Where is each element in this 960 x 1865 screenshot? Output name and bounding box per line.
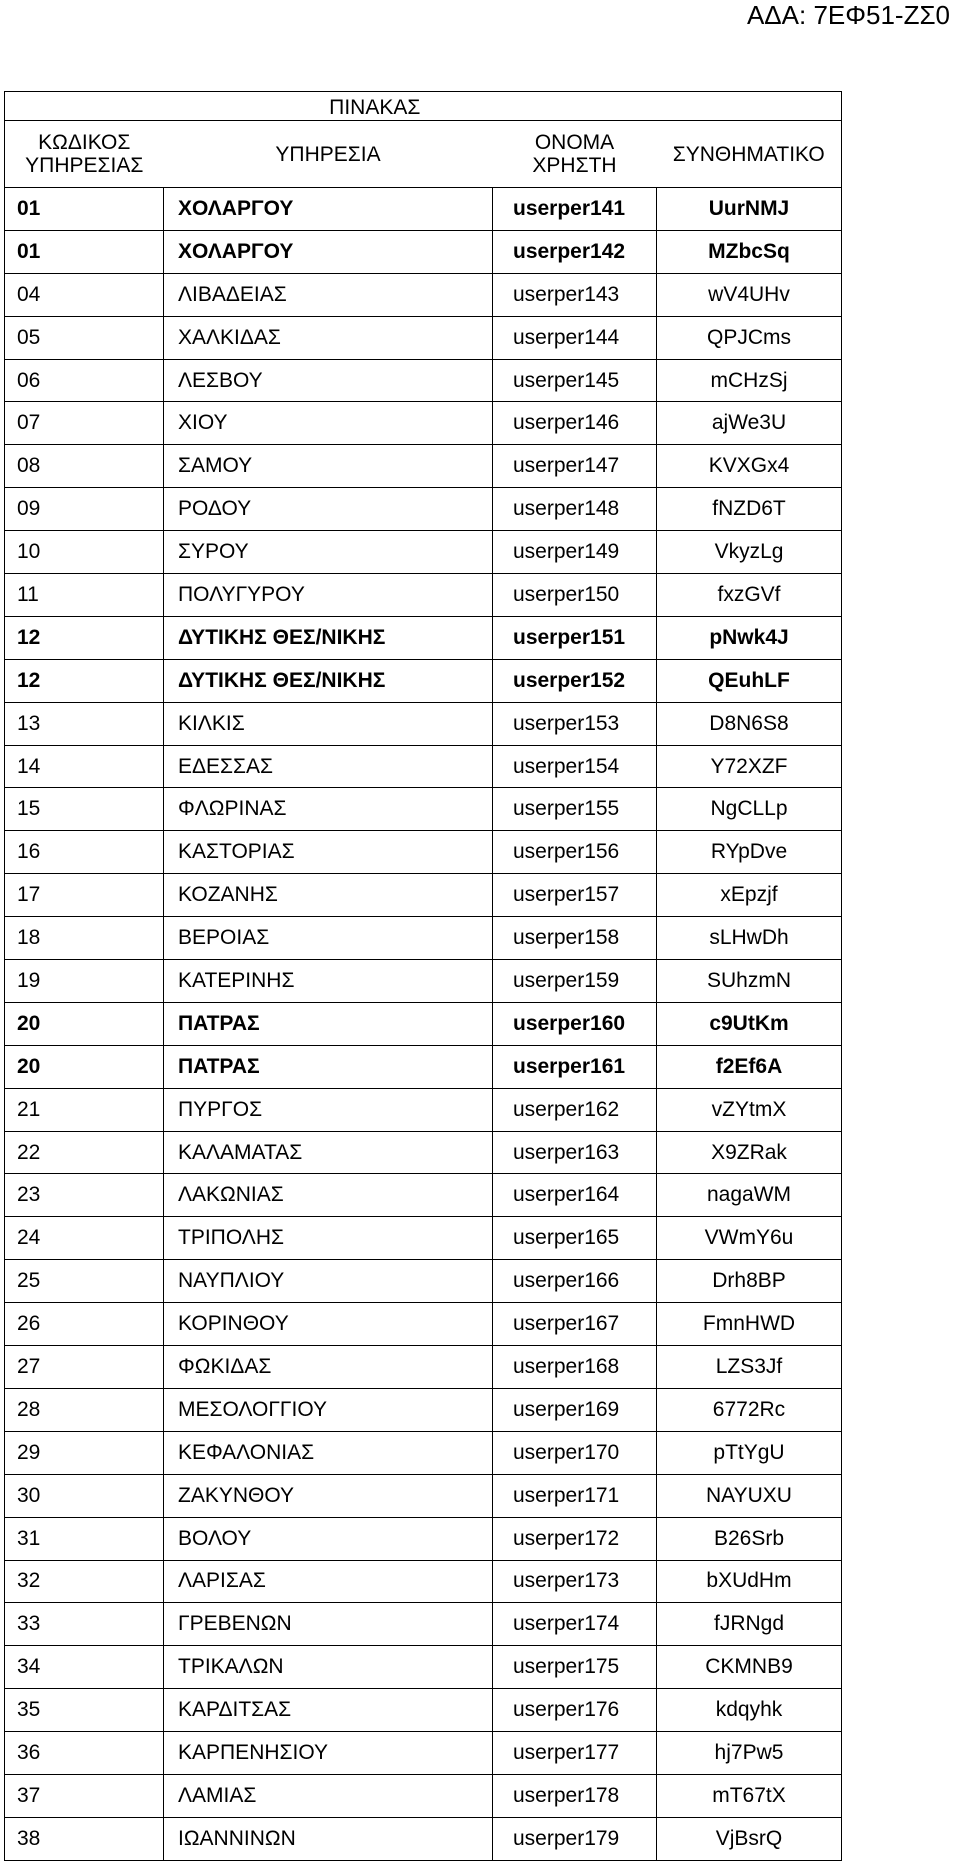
cell-code: 18 [5, 917, 164, 960]
table-row [5, 1560, 842, 1603]
cell-service: ΠΑΤΡΑΣ [164, 1045, 493, 1088]
cell-code: 26 [5, 1303, 164, 1346]
table-row [5, 1217, 842, 1260]
header-user-line2: ΧΡΗΣΤΗ [532, 154, 617, 177]
table-row [5, 316, 842, 359]
cell-code: 12 [5, 616, 164, 659]
cell-password: X9ZRak [657, 1131, 842, 1174]
cell-username: userper162 [493, 1088, 657, 1131]
table-body [5, 188, 842, 1861]
table-row [5, 1174, 842, 1217]
cell-code: 19 [5, 960, 164, 1003]
table-row [5, 1088, 842, 1131]
cell-service: ΔΥΤΙΚΗΣ ΘΕΣ/ΝΙΚΗΣ [164, 659, 493, 702]
cell-service: ΧΟΛΑΡΓΟΥ [164, 230, 493, 273]
cell-code: 32 [5, 1560, 164, 1603]
table-row [5, 359, 842, 402]
table-row [5, 616, 842, 659]
cell-service: ΧΑΛΚΙΔΑΣ [164, 316, 493, 359]
cell-password: FmnHWD [657, 1303, 842, 1346]
ada-reference: ΑΔΑ: 7ΕΦ51-ΖΣ0 [746, 0, 950, 30]
cell-code: 37 [5, 1774, 164, 1817]
cell-username: userper148 [493, 488, 657, 531]
cell-code: 36 [5, 1732, 164, 1775]
cell-username: userper151 [493, 616, 657, 659]
cell-username: userper141 [493, 188, 657, 231]
cell-service: ΛΕΣΒΟΥ [164, 359, 493, 402]
cell-username: userper143 [493, 273, 657, 316]
cell-code: 33 [5, 1603, 164, 1646]
cell-code: 20 [5, 1002, 164, 1045]
cell-service: ΛΙΒΑΔΕΙΑΣ [164, 273, 493, 316]
table-row [5, 831, 842, 874]
cell-code: 29 [5, 1431, 164, 1474]
cell-username: userper152 [493, 659, 657, 702]
cell-password: bXUdHm [657, 1560, 842, 1603]
table-row [5, 1689, 842, 1732]
cell-password: Drh8BP [657, 1260, 842, 1303]
cell-username: userper149 [493, 531, 657, 574]
header-code-line1: ΚΩΔΙΚΟΣ [38, 131, 131, 154]
cell-username: userper142 [493, 230, 657, 273]
cell-username: userper155 [493, 788, 657, 831]
cell-code: 30 [5, 1474, 164, 1517]
cell-code: 21 [5, 1088, 164, 1131]
cell-username: userper146 [493, 402, 657, 445]
cell-password: vZYtmX [657, 1088, 842, 1131]
cell-username: userper167 [493, 1303, 657, 1346]
cell-service: ΚΑΣΤΟΡΙΑΣ [164, 831, 493, 874]
header-user-line1: ΟΝΟΜΑ [534, 131, 615, 154]
header-service: ΥΠΗΡΕΣΙΑ [164, 121, 493, 188]
cell-service: ΚΑΡΠΕΝΗΣΙΟΥ [164, 1732, 493, 1775]
cell-password: CKMNB9 [657, 1646, 842, 1689]
cell-code: 13 [5, 702, 164, 745]
cell-code: 12 [5, 659, 164, 702]
cell-code: 24 [5, 1217, 164, 1260]
cell-password: pTtYgU [657, 1431, 842, 1474]
cell-password: ajWe3U [657, 402, 842, 445]
cell-password: QPJCms [657, 316, 842, 359]
cell-password: sLHwDh [657, 917, 842, 960]
cell-username: userper163 [493, 1131, 657, 1174]
cell-password: QEuhLF [657, 659, 842, 702]
cell-password: 6772Rc [657, 1388, 842, 1431]
cell-password: VjBsrQ [657, 1817, 842, 1860]
table-row [5, 788, 842, 831]
cell-password: LZS3Jf [657, 1346, 842, 1389]
cell-password: B26Srb [657, 1517, 842, 1560]
cell-code: 11 [5, 574, 164, 617]
cell-password: xEpzjf [657, 874, 842, 917]
table-row [5, 874, 842, 917]
cell-service: ΓΡΕΒΕΝΩΝ [164, 1603, 493, 1646]
table-row [5, 1002, 842, 1045]
cell-username: userper177 [493, 1732, 657, 1775]
cell-code: 04 [5, 273, 164, 316]
cell-username: userper176 [493, 1689, 657, 1732]
cell-password: hj7Pw5 [657, 1732, 842, 1775]
table-row [5, 230, 842, 273]
cell-password: VWmY6u [657, 1217, 842, 1260]
cell-password: nagaWM [657, 1174, 842, 1217]
cell-service: ΧΟΛΑΡΓΟΥ [164, 188, 493, 231]
cell-password: RYpDve [657, 831, 842, 874]
cell-code: 17 [5, 874, 164, 917]
cell-service: ΚΙΛΚΙΣ [164, 702, 493, 745]
table-row [5, 1517, 842, 1560]
cell-password: UurNMJ [657, 188, 842, 231]
table-row [5, 574, 842, 617]
cell-service: ΚΕΦΑΛΟΝΙΑΣ [164, 1431, 493, 1474]
cell-service: ΛΑΜΙΑΣ [164, 1774, 493, 1817]
table-row [5, 188, 842, 231]
cell-service: ΛΑΡΙΣΑΣ [164, 1560, 493, 1603]
cell-service: ΣΑΜΟΥ [164, 445, 493, 488]
cell-username: userper164 [493, 1174, 657, 1217]
cell-username: userper165 [493, 1217, 657, 1260]
cell-password: f2Ef6A [657, 1045, 842, 1088]
cell-username: userper157 [493, 874, 657, 917]
cell-username: userper145 [493, 359, 657, 402]
cell-username: userper175 [493, 1646, 657, 1689]
cell-service: ΤΡΙΚΑΛΩΝ [164, 1646, 493, 1689]
cell-username: userper171 [493, 1474, 657, 1517]
cell-password: pNwk4J [657, 616, 842, 659]
cell-password: MZbcSq [657, 230, 842, 273]
cell-code: 28 [5, 1388, 164, 1431]
cell-service: ΤΡΙΠΟΛΗΣ [164, 1217, 493, 1260]
table-title-spacer [657, 92, 842, 121]
cell-service: ΒΕΡΟΙΑΣ [164, 917, 493, 960]
table-header [5, 92, 842, 188]
cell-code: 08 [5, 445, 164, 488]
cell-service: ΙΩΑΝΝΙΝΩΝ [164, 1817, 493, 1860]
cell-code: 07 [5, 402, 164, 445]
cell-service: ΧΙΟΥ [164, 402, 493, 445]
cell-code: 34 [5, 1646, 164, 1689]
table-row [5, 1474, 842, 1517]
cell-service: ΚΑΡΔΙΤΣΑΣ [164, 1689, 493, 1732]
table-row [5, 1260, 842, 1303]
cell-code: 22 [5, 1131, 164, 1174]
table-row [5, 1431, 842, 1474]
cell-code: 05 [5, 316, 164, 359]
cell-username: userper160 [493, 1002, 657, 1045]
cell-username: userper173 [493, 1560, 657, 1603]
cell-service: ΒΟΛΟΥ [164, 1517, 493, 1560]
cell-service: ΦΩΚΙΔΑΣ [164, 1346, 493, 1389]
cell-code: 06 [5, 359, 164, 402]
cell-password: fJRNgd [657, 1603, 842, 1646]
table-row [5, 1346, 842, 1389]
cell-password: mCHzSj [657, 359, 842, 402]
cell-code: 16 [5, 831, 164, 874]
cell-password: SUhzmN [657, 960, 842, 1003]
cell-code: 31 [5, 1517, 164, 1560]
credentials-table [4, 91, 842, 1861]
cell-password: KVXGx4 [657, 445, 842, 488]
table-row [5, 1303, 842, 1346]
table-row [5, 273, 842, 316]
cell-username: userper150 [493, 574, 657, 617]
cell-password: mT67tX [657, 1774, 842, 1817]
cell-service: ΖΑΚΥΝΘΟΥ [164, 1474, 493, 1517]
table-row [5, 488, 842, 531]
cell-code: 20 [5, 1045, 164, 1088]
cell-username: userper154 [493, 745, 657, 788]
cell-code: 01 [5, 230, 164, 273]
table-row [5, 1646, 842, 1689]
cell-service: ΠΥΡΓΟΣ [164, 1088, 493, 1131]
cell-password: NgCLLp [657, 788, 842, 831]
cell-password: fNZD6T [657, 488, 842, 531]
table-row [5, 702, 842, 745]
table-row [5, 1817, 842, 1860]
table-row [5, 531, 842, 574]
cell-service: ΚΟΖΑΝΗΣ [164, 874, 493, 917]
cell-username: userper179 [493, 1817, 657, 1860]
cell-username: userper172 [493, 1517, 657, 1560]
cell-password: D8N6S8 [657, 702, 842, 745]
cell-password: VkyzLg [657, 531, 842, 574]
cell-username: userper161 [493, 1045, 657, 1088]
table-row [5, 960, 842, 1003]
cell-code: 23 [5, 1174, 164, 1217]
cell-code: 15 [5, 788, 164, 831]
cell-username: userper147 [493, 445, 657, 488]
table-row [5, 1388, 842, 1431]
table-row [5, 1732, 842, 1775]
cell-username: userper144 [493, 316, 657, 359]
header-password: ΣΥΝΘΗΜΑΤΙΚΟ [657, 121, 842, 188]
cell-service: ΝΑΥΠΛΙΟΥ [164, 1260, 493, 1303]
table-row [5, 445, 842, 488]
cell-code: 38 [5, 1817, 164, 1860]
table-row [5, 659, 842, 702]
table-row [5, 1774, 842, 1817]
cell-code: 27 [5, 1346, 164, 1389]
cell-code: 14 [5, 745, 164, 788]
cell-username: userper158 [493, 917, 657, 960]
cell-service: ΠΟΛΥΓΥΡΟΥ [164, 574, 493, 617]
cell-code: 25 [5, 1260, 164, 1303]
table-row [5, 917, 842, 960]
cell-service: ΛΑΚΩΝΙΑΣ [164, 1174, 493, 1217]
cell-password: Y72XZF [657, 745, 842, 788]
header-code-line2: ΥΠΗΡΕΣΙΑΣ [25, 154, 144, 177]
cell-service: ΣΥΡΟΥ [164, 531, 493, 574]
cell-username: userper170 [493, 1431, 657, 1474]
header-code [5, 121, 164, 188]
cell-password: kdqyhk [657, 1689, 842, 1732]
table-row [5, 745, 842, 788]
cell-password: NAYUXU [657, 1474, 842, 1517]
cell-code: 09 [5, 488, 164, 531]
cell-service: ΦΛΩΡΙΝΑΣ [164, 788, 493, 831]
cell-service: ΠΑΤΡΑΣ [164, 1002, 493, 1045]
cell-service: ΚΑΤΕΡΙΝΗΣ [164, 960, 493, 1003]
cell-code: 01 [5, 188, 164, 231]
cell-username: userper156 [493, 831, 657, 874]
table-title [5, 92, 657, 121]
cell-password: fxzGVf [657, 574, 842, 617]
cell-service: ΡΟΔΟΥ [164, 488, 493, 531]
cell-code: 35 [5, 1689, 164, 1732]
cell-username: userper159 [493, 960, 657, 1003]
cell-username: userper153 [493, 702, 657, 745]
table-row [5, 1131, 842, 1174]
cell-service: ΜΕΣΟΛΟΓΓΙΟΥ [164, 1388, 493, 1431]
cell-username: userper168 [493, 1346, 657, 1389]
cell-service: ΚΑΛΑΜΑΤΑΣ [164, 1131, 493, 1174]
cell-username: userper166 [493, 1260, 657, 1303]
table-row [5, 1603, 842, 1646]
cell-username: userper174 [493, 1603, 657, 1646]
table-row [5, 1045, 842, 1088]
cell-password: wV4UHv [657, 273, 842, 316]
cell-password: c9UtKm [657, 1002, 842, 1045]
cell-code: 10 [5, 531, 164, 574]
table-row [5, 402, 842, 445]
cell-service: ΕΔΕΣΣΑΣ [164, 745, 493, 788]
header-username [493, 121, 657, 188]
cell-username: userper178 [493, 1774, 657, 1817]
cell-service: ΚΟΡΙΝΘΟΥ [164, 1303, 493, 1346]
cell-service: ΔΥΤΙΚΗΣ ΘΕΣ/ΝΙΚΗΣ [164, 616, 493, 659]
cell-username: userper169 [493, 1388, 657, 1431]
table-title-text: ΠΙΝΑΚΑΣ [329, 96, 421, 119]
